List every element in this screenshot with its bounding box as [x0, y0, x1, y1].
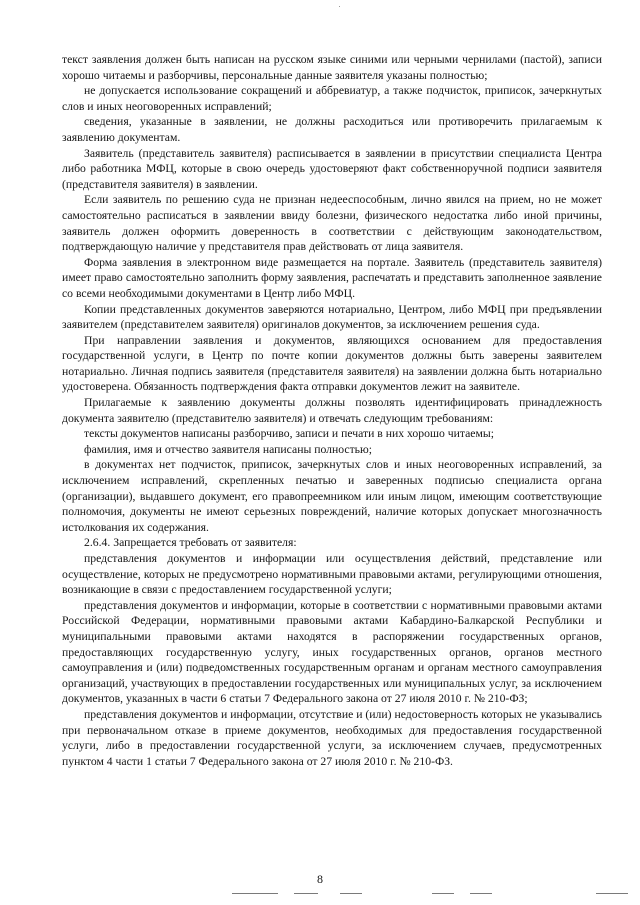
list-item: в документах нет подчисток, приписок, зачеркнутых слов и иных неоговоренных исправлений, за исключением исправлений, скрепленных печатью и заверенных подписью специалиста органа (организации), выдавшего документ, его правопреемником или иным лицом, имеющим соответствующие полномочия, документы не имеют серьезных повреждений, наличие которых допускает многозначность истолкования их содержания. — [62, 458, 602, 534]
paragraph: Форма заявления в электронном виде размещается на портале. Заявитель (представитель заявителя) имеет право самостоятельно заполнить форму заявления, распечатать и представить заполненное заявление со всеми необходимыми документами в Центр либо МФЦ. — [62, 255, 602, 300]
paragraph: Заявитель (представитель заявителя) расписывается в заявлении в присутствии специалиста Центра либо работника МФЦ, которые в свою очередь удостоверяют факт собственноручной подписи заявителя (представителя заявителя) в заявлении. — [62, 146, 602, 191]
paragraph: текст заявления должен быть написан на русском языке синими или черными чернилами (пастой), записи хорошо читаемы и разборчивы, персональные данные заявителя указаны полностью; — [62, 53, 602, 82]
paragraph: При направлении заявления и документов, являющихся основанием для предоставления государственной услуги, в Центр по почте копии документов должны быть заверены заявителем нотариально. Личная подпись заявителя (представителя заявителя) на заявлении должна быть нотариально удостоверена. Обязанность подтверждения факта отправки документов лежит на заявителе. — [62, 333, 602, 394]
document-body — [62, 52, 602, 769]
list-item: представления документов и информации или осуществления действий, представление или осуществление, которых не предусмотрено нормативными правовыми актами, регулирующими отношения, возникающие в связи с предоставлением государственной услуги; — [62, 552, 602, 597]
paragraph: сведения, указанные в заявлении, не должны расходиться или противоречить прилагаемым к заявлению документам. — [62, 115, 602, 144]
paragraph: не допускается использование сокращений и аббревиатур, а также подчисток, приписок, зачеркнутых слов и иных неоговоренных исправлений; — [62, 84, 602, 113]
paragraph: Прилагаемые к заявлению документы должны позволять идентифицировать принадлежность документа заявителю (представителю заявителя) и отвечать следующим требованиям: — [62, 396, 602, 425]
scan-speck — [339, 6, 340, 7]
footer-rule — [0, 893, 640, 895]
list-item: тексты документов написаны разборчиво, записи и печати в них хорошо читаемы; — [84, 427, 494, 441]
list-item: фамилия, имя и отчество заявителя написаны полностью; — [84, 442, 372, 456]
section-heading: 2.6.4. Запрещается требовать от заявителя: — [84, 536, 297, 550]
paragraph: Копии представленных документов заверяются нотариально, Центром, либо МФЦ при предъявлении заявителем (представителем заявителя) оригиналов документов, за исключением решения суда. — [62, 302, 602, 332]
list-item: представления документов и информации, отсутствие и (или) недостоверность которых не указывались при первоначальном отказе в приеме документов, необходимых для предоставления государственной услуги, либо в предоставлении государственной услуги, за исключением случаев, предусмотренных пунктом 4 части 1 статьи 7 Федерального закона от 27 июля 2010 г. № 210-ФЗ. — [62, 707, 602, 768]
page-number: 8 — [317, 872, 323, 886]
list-item: представления документов и информации, которые в соответствии с нормативными правовыми актами Российской Федерации, нормативными правовыми актами Кабардино-Балкарской Республики и муниципальными правовыми актами находятся в распоряжении государственных органов, предоставляющих государственную услугу, иных государственных органов, органов местного самоуправления и (или) подведомственных государственным органам и органам местного самоуправления организаций, участвующих в предоставлении государственных или муниципальных услуг, за исключением документов, указанных в части 6 статьи 7 Федерального закона от 27 июля 2010 г. № 210-ФЗ; — [62, 598, 602, 706]
paragraph: Если заявитель по решению суда не признан недееспособным, лично явился на прием, но не может самостоятельно расписаться в заявлении ввиду болезни, физического недостатка либо иной причины, заявитель должен оформить доверенность в соответствии с действующим законодательством, подтверждающую наличие у представителя прав действовать от лица заявителя. — [62, 193, 602, 254]
